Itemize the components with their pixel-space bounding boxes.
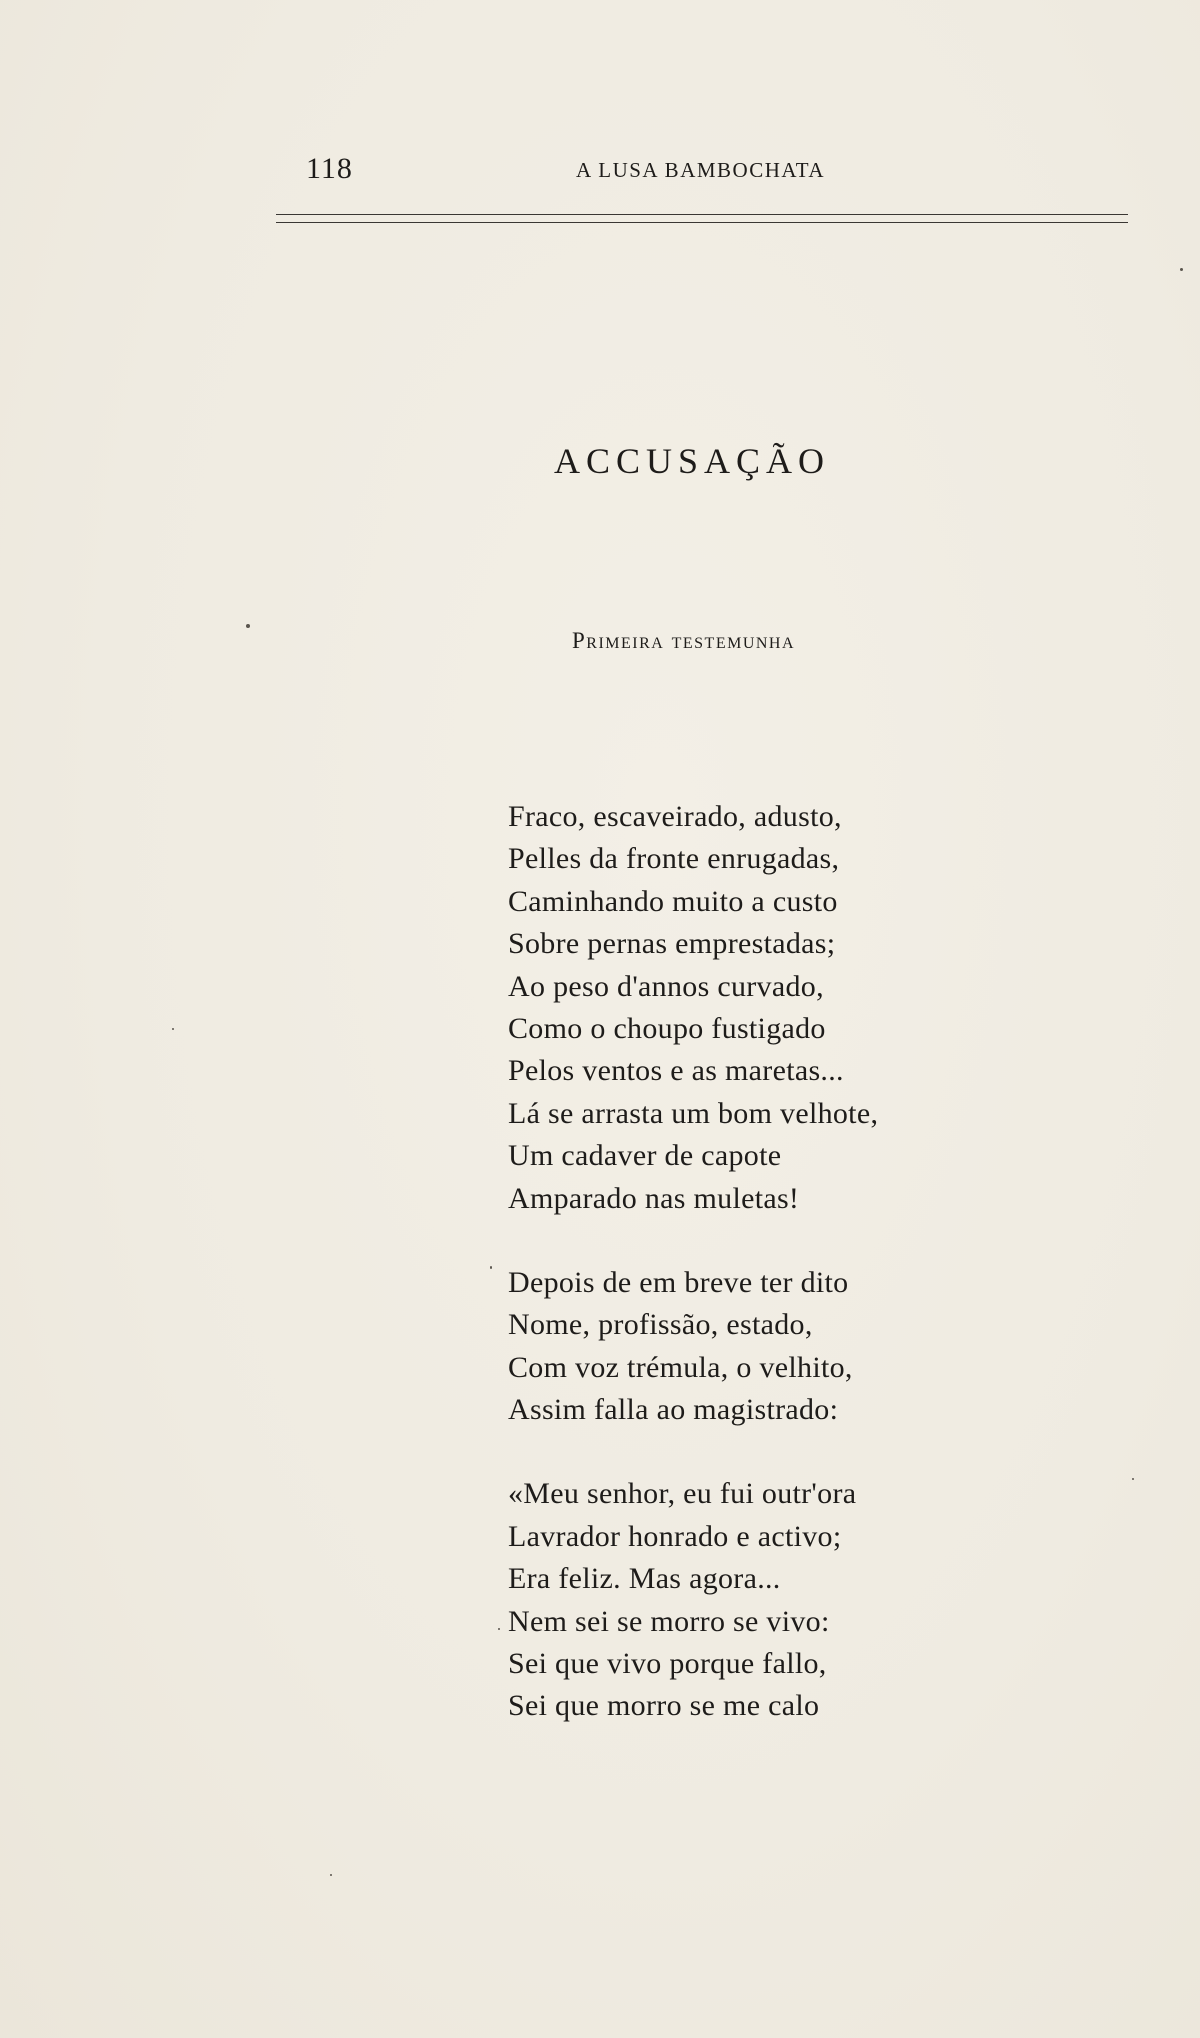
verse-line: Fraco, escaveirado, adusto, <box>508 800 842 833</box>
header-rule-top <box>276 214 1128 215</box>
verse-line: Lá se arrasta um bom velhote, <box>508 1096 879 1130</box>
paper-speck <box>172 1028 174 1030</box>
running-head <box>276 152 1128 192</box>
stanza-2 <box>508 1262 968 1432</box>
verse-line: Nem sei se morro se vivo: <box>508 1604 830 1638</box>
verse-line: Lavrador honrado e activo; <box>508 1519 842 1553</box>
paper-speck <box>1180 268 1183 271</box>
verse-line: Ao peso d'annos curvado, <box>508 969 824 1003</box>
verse-line: Amparado nas muletas! <box>508 1181 800 1215</box>
header-rule-bottom <box>276 222 1128 223</box>
verse-line: Era feliz. Mas agora... <box>508 1562 781 1596</box>
verse-line: Um cadaver de capote <box>508 1139 782 1173</box>
verse-line: Sobre pernas emprestadas; <box>508 927 836 961</box>
stanza-3 <box>508 1473 968 1727</box>
paper-speck <box>330 1874 332 1876</box>
paper-speck <box>498 1628 500 1630</box>
book-title: A LUSA BAMBOCHATA <box>576 158 826 182</box>
verse-line: Com voz trémula, o velhito, <box>508 1350 853 1384</box>
verse-line: Depois de em breve ter dito <box>508 1265 849 1299</box>
verse-line: «Meu senhor, eu fui outr'ora <box>508 1477 857 1511</box>
verse-line: Sei que vivo porque fallo, <box>508 1647 827 1681</box>
verse-line: Assim falla ao magistrado: <box>508 1393 839 1427</box>
page-number: 118 <box>306 152 353 185</box>
stanza-1 <box>508 796 968 1220</box>
verse-line: Pelos ventos e as maretas... <box>508 1054 844 1088</box>
verse-line: Caminhando muito a custo <box>508 884 838 918</box>
verse-line: Nome, profissão, estado, <box>508 1308 813 1342</box>
paper-speck <box>1132 1478 1134 1480</box>
verse-line: Sei que morro se me calo <box>508 1689 820 1723</box>
section-title: Primeira testemunha <box>572 628 796 653</box>
paper-speck <box>490 1266 492 1269</box>
verse-line: Como o choupo fustigado <box>508 1011 826 1045</box>
verse-line: Pelles da fronte enrugadas, <box>508 842 840 876</box>
poem-body <box>508 796 968 1770</box>
poem-title: ACCUSAÇÃO <box>554 441 831 481</box>
paper-speck <box>246 624 250 628</box>
